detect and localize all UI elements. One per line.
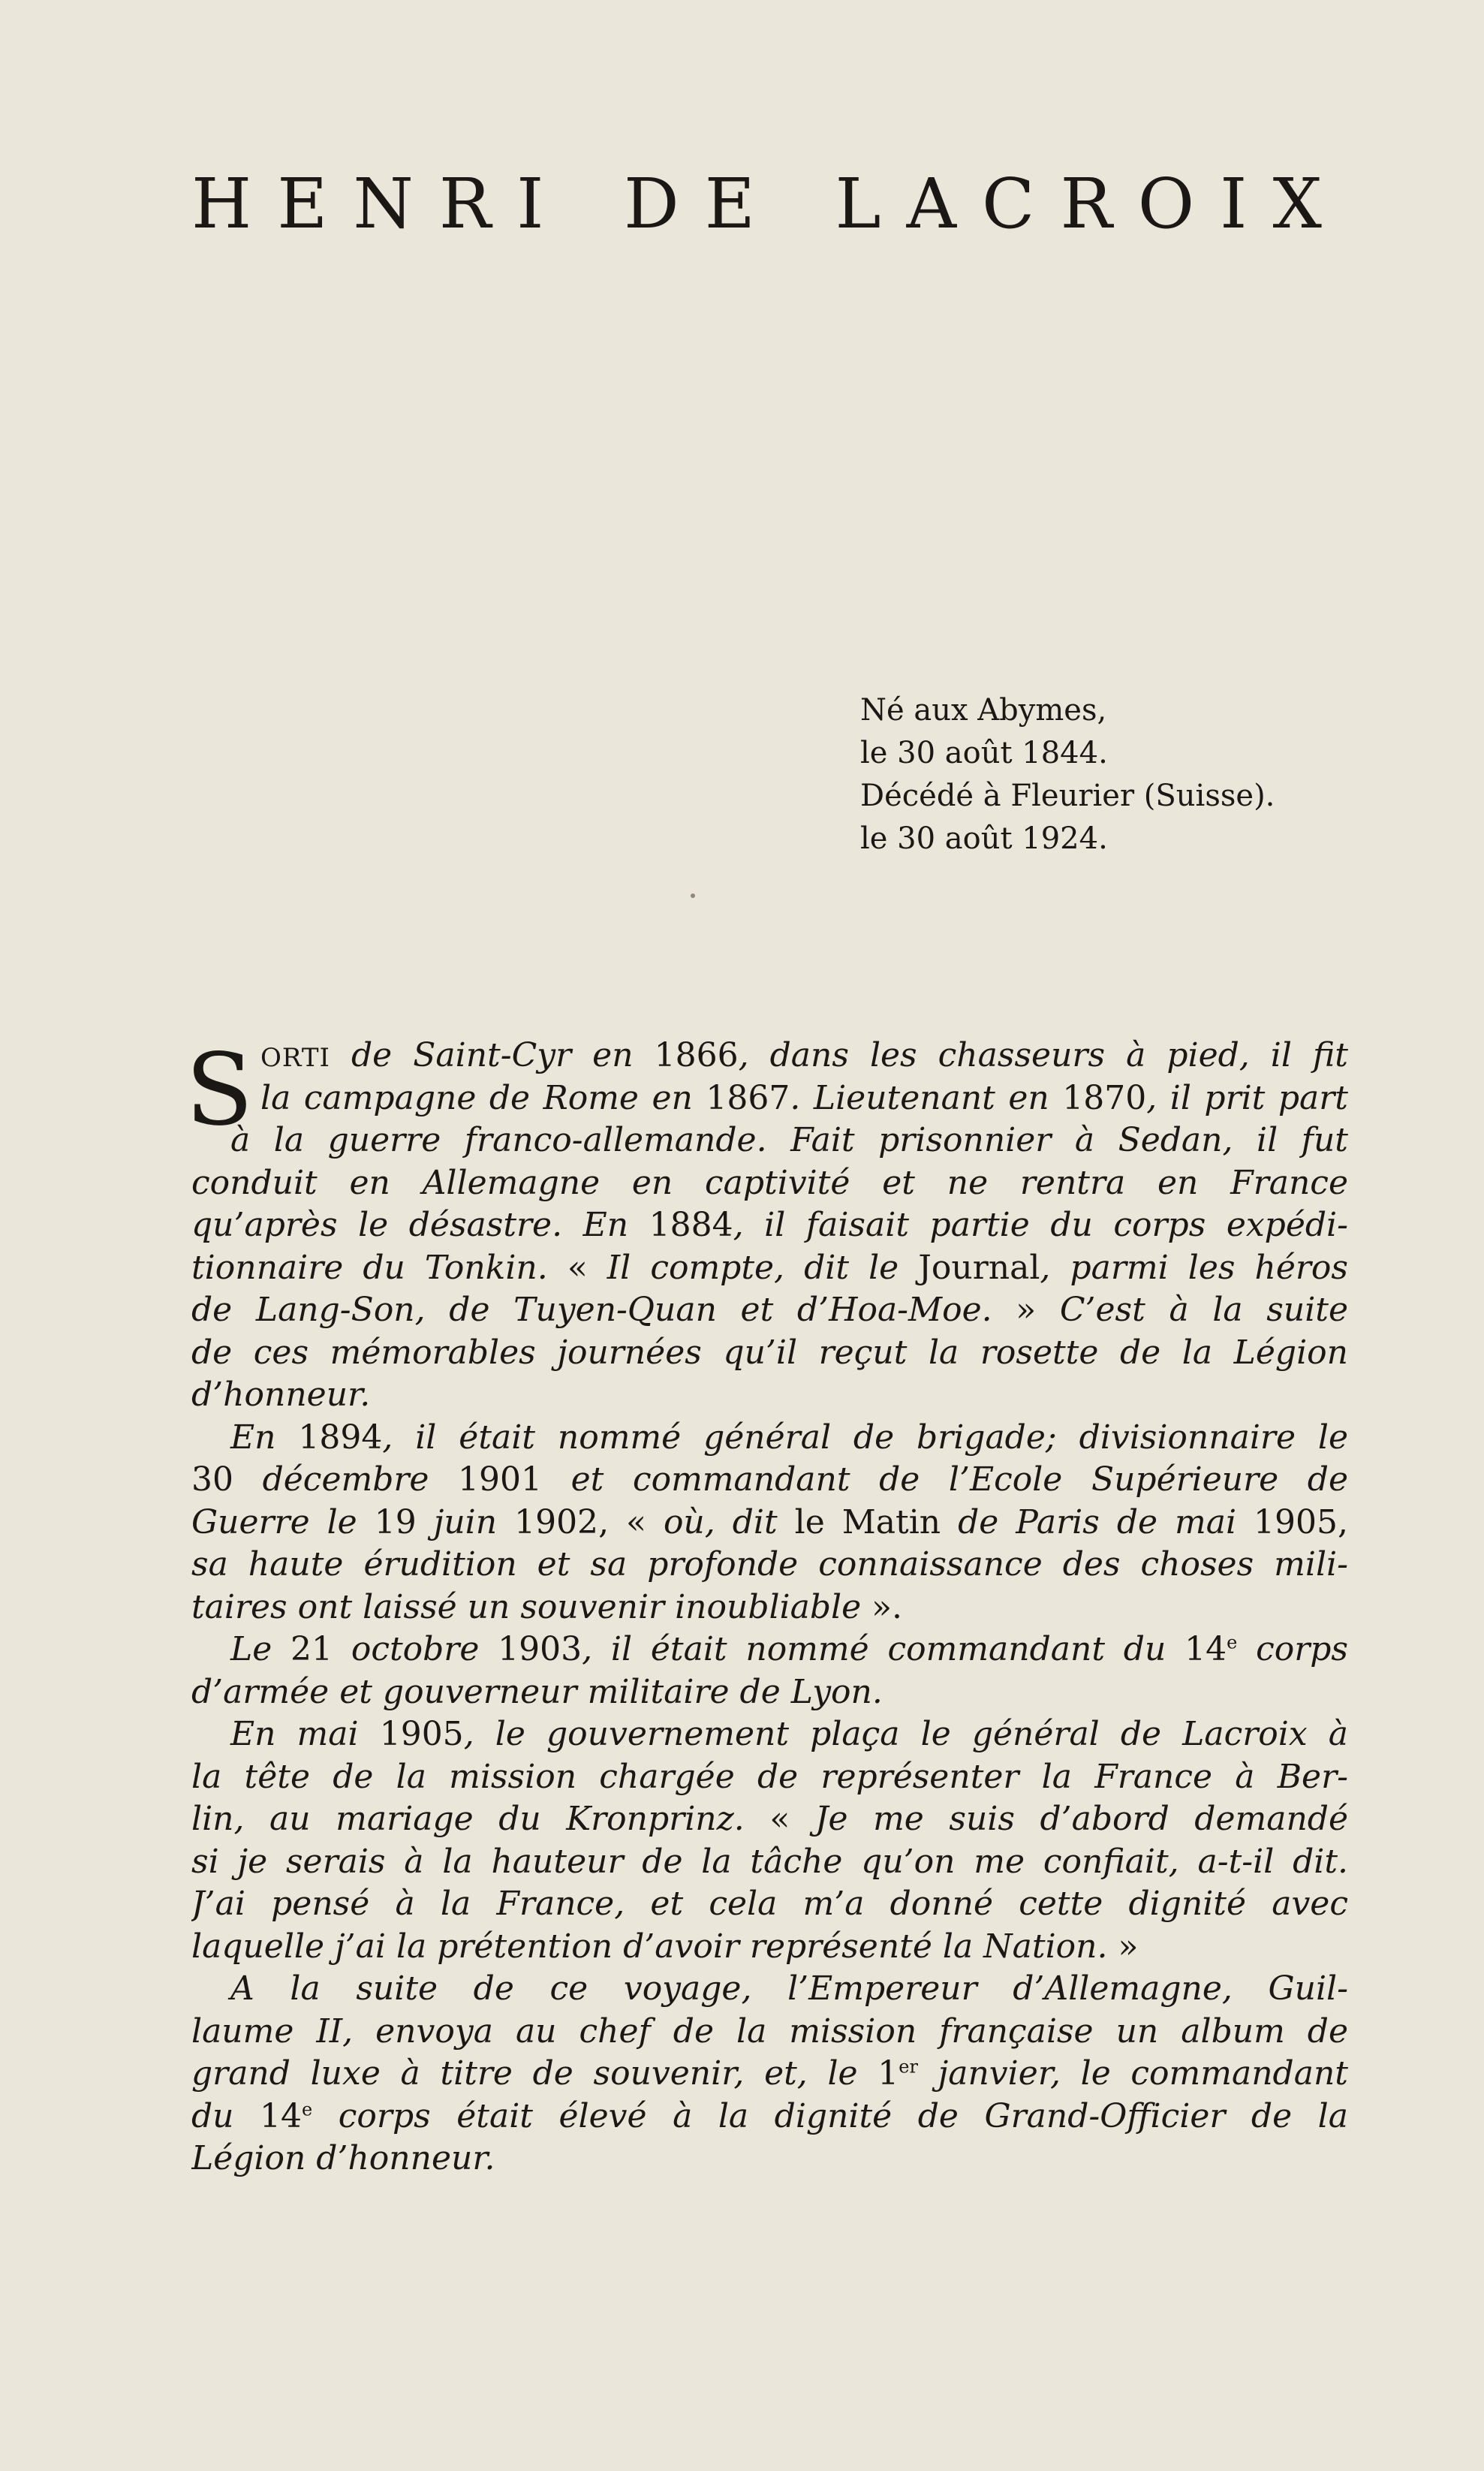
page-title — [191, 164, 1347, 244]
text-run: , parmi les héros — [1040, 1248, 1348, 1287]
text-run: janvier, le commandant — [917, 2054, 1348, 2093]
title-word-2: DE — [624, 164, 781, 244]
text-run: er — [899, 2056, 918, 2078]
text-line — [191, 1374, 1348, 1417]
text-run: « — [626, 1502, 664, 1541]
text-line — [191, 1713, 1348, 1756]
text-run: 19 — [374, 1502, 417, 1541]
text-run: grand luxe à titre de souvenir, et, le — [191, 2054, 878, 2093]
text-run: 1867 — [706, 1078, 790, 1117]
text-line — [191, 1332, 1348, 1375]
text-line — [191, 1756, 1348, 1799]
text-line — [191, 1077, 1348, 1120]
text-run: de ces mémorables journées qu’il reçut la rosette de la Légion — [191, 1333, 1348, 1372]
drop-cap: S — [185, 1032, 254, 1148]
text-run: , il était nommé commandant du — [582, 1630, 1185, 1668]
text-run: » — [1016, 1291, 1060, 1329]
text-run: de Lang-Son, de Tuyen-Quan et d’Hoa-Moe. — [191, 1291, 1016, 1329]
text-run: « — [769, 1800, 815, 1838]
text-run: 1903 — [498, 1630, 582, 1668]
death-place: Décédé à Fleurier (Suisse). — [860, 779, 1275, 813]
text-line — [191, 1671, 1348, 1714]
text-run: de Paris de mai — [941, 1502, 1254, 1541]
text-run: A la suite de ce voyage, l’Empereur d’Allemagne, Guil- — [230, 1969, 1348, 2008]
text-run: si je serais à la hauteur de la tâche qu’on me confiait, a-t-il dit. — [191, 1842, 1348, 1881]
text-run: lin, au mariage du Kronprinz. — [191, 1800, 770, 1838]
text-run: 1905 — [379, 1715, 464, 1753]
text-line — [191, 1035, 1348, 1077]
text-line — [191, 1119, 1348, 1162]
text-run: décembre — [233, 1460, 459, 1499]
text-run: octobre — [333, 1630, 498, 1668]
text-run: d’armée et gouverneur militaire de Lyon. — [191, 1672, 883, 1711]
text-run: Journal — [918, 1248, 1040, 1287]
text-run: le Matin — [794, 1502, 941, 1541]
text-run: , il était nommé général de brigade; divisionnaire le — [382, 1418, 1348, 1457]
text-run: taires ont laissé un souvenir inoubliable — [191, 1587, 872, 1626]
text-run: « — [567, 1248, 607, 1287]
text-run: où, dit — [663, 1502, 795, 1541]
text-run: laquelle j’ai la prétention d’avoir représenté la Nation. — [191, 1927, 1118, 1966]
text-line — [191, 2053, 1348, 2096]
text-run: 1902 — [514, 1502, 599, 1541]
text-run: 1901 — [458, 1460, 543, 1499]
text-line — [191, 1289, 1348, 1332]
text-line — [191, 2138, 1348, 2180]
text-run: du — [191, 2096, 260, 2135]
text-line — [191, 1926, 1348, 1969]
text-run: 1894 — [298, 1418, 383, 1457]
text-run: Le — [230, 1630, 291, 1668]
text-run: corps — [1237, 1630, 1348, 1668]
birth-date: le 30 août 1844. — [860, 736, 1108, 770]
text-run: 21 — [290, 1630, 333, 1668]
text-line — [191, 1968, 1348, 2011]
text-run: la campagne de Rome en — [260, 1078, 706, 1117]
text-run: sa haute érudition et sa profonde connaissance des choses mili- — [191, 1545, 1348, 1584]
text-run: J’ai pensé à la France, et cela m’a donné cette dignité avec — [191, 1885, 1348, 1923]
text-run: de Saint-Cyr en — [330, 1036, 655, 1074]
text-run: la tête de la mission chargée de représenter la France à Ber- — [191, 1757, 1348, 1796]
title-word-1: HENRI — [191, 164, 570, 244]
death-date: le 30 août 1924. — [860, 821, 1108, 856]
text-line — [191, 2011, 1348, 2054]
text-run: , il faisait partie du corps expédi- — [733, 1206, 1348, 1244]
text-run: d’honneur. — [191, 1376, 371, 1414]
text-run: laume II, envoya au chef de la mission française un album de — [191, 2011, 1348, 2051]
text-run: . Lieutenant en — [790, 1078, 1063, 1117]
paper-speck — [691, 893, 695, 898]
text-line — [191, 1544, 1348, 1587]
text-line — [191, 1502, 1348, 1544]
text-run: à la guerre franco-allemande. Fait prisonnier à Sedan, il fut — [230, 1121, 1348, 1159]
text-line — [191, 1587, 1348, 1629]
text-run: En — [230, 1418, 299, 1457]
text-line — [191, 1459, 1348, 1502]
text-run: corps était élevé à la dignité de Grand-Officier de la — [312, 2096, 1348, 2135]
text-run: Guerre le — [191, 1502, 375, 1541]
text-line — [191, 1247, 1348, 1290]
text-run: qu’après le désastre. En — [191, 1206, 649, 1244]
text-run: , — [598, 1502, 627, 1541]
biographical-dates — [860, 689, 1386, 860]
text-run: conduit en Allemagne en captivité et ne rentra en France — [191, 1163, 1348, 1202]
text-line — [191, 1841, 1348, 1884]
text-run: 1905 — [1254, 1502, 1338, 1541]
text-run: 1866 — [654, 1036, 739, 1074]
biography-text — [185, 1032, 1348, 2180]
title-word-3: LACROIX — [835, 164, 1347, 244]
text-run: e — [1227, 1632, 1238, 1653]
text-run: 14 — [1184, 1630, 1227, 1668]
text-line — [191, 1629, 1348, 1671]
text-run: Je me suis d’abord demandé — [814, 1800, 1348, 1838]
text-line — [191, 1417, 1348, 1460]
text-run: ORTI — [260, 1043, 330, 1073]
text-run: C’est à la suite — [1059, 1291, 1348, 1329]
text-run: , le gouvernement plaça le général de Lacroix à — [463, 1715, 1348, 1753]
text-run: ». — [871, 1587, 903, 1626]
text-run: » — [1118, 1927, 1139, 1966]
text-run: e — [302, 2098, 313, 2120]
text-run: Il compte, dit le — [607, 1248, 919, 1287]
text-run: , il prit part — [1146, 1078, 1348, 1117]
text-line — [191, 1883, 1348, 1926]
text-line — [191, 1162, 1348, 1205]
text-line — [191, 2096, 1348, 2138]
text-run: , dans les chasseurs à pied, il fit — [738, 1036, 1348, 1074]
text-run: 30 — [191, 1460, 233, 1499]
text-run: 1870 — [1062, 1078, 1147, 1117]
text-line — [191, 1204, 1348, 1247]
text-run: tionnaire du Tonkin. — [191, 1248, 567, 1287]
text-run: 1 — [877, 2054, 899, 2093]
birth-place: Né aux Abymes, — [860, 693, 1107, 728]
text-run: , — [1338, 1502, 1348, 1541]
text-line — [191, 1798, 1348, 1841]
text-run: juin — [416, 1502, 515, 1541]
text-run: Légion d’honneur. — [191, 2139, 495, 2177]
text-run: En mai — [230, 1715, 380, 1753]
text-run: et commandant de l’Ecole Supérieure de — [542, 1460, 1348, 1499]
text-run: 14 — [260, 2096, 303, 2135]
text-run: 1884 — [649, 1206, 733, 1244]
